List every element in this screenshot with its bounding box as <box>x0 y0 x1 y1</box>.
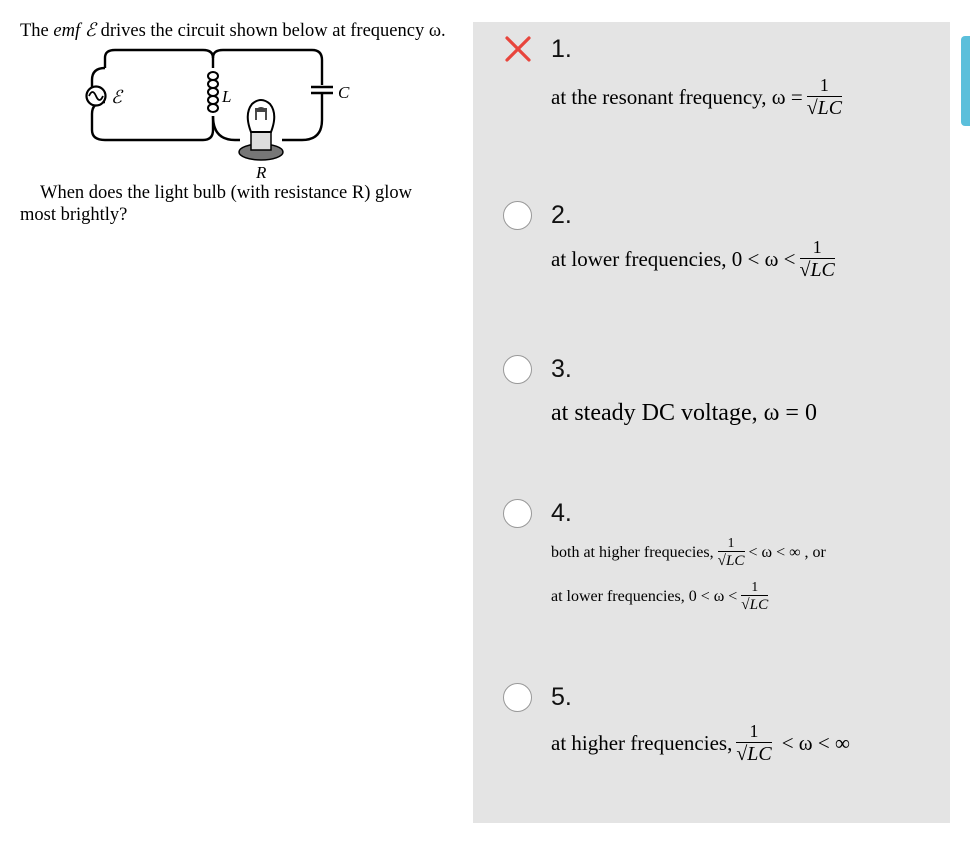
question-panel <box>20 20 450 226</box>
option-4-denominator-1: √LC <box>717 551 745 569</box>
option-5-radio[interactable] <box>503 683 532 712</box>
option-3-number: 3. <box>551 355 572 383</box>
option-5-numerator: 1 <box>749 721 759 741</box>
light-bulb-icon <box>239 100 283 160</box>
answer-options-panel <box>473 22 950 823</box>
label-inductor: L <box>222 87 232 106</box>
option-5-text <box>551 722 850 766</box>
option-2-number: 2. <box>551 201 572 229</box>
option-4-radio[interactable] <box>503 499 532 528</box>
option-4-denominator-2: √LC <box>741 595 769 613</box>
option-3-radio[interactable] <box>503 355 532 384</box>
circuit-diagram <box>20 50 350 182</box>
option-4-fraction-2 <box>741 580 768 613</box>
option-5-fraction <box>736 722 771 766</box>
option-2-denominator: √LC <box>799 258 835 281</box>
option-1-label: at the resonant frequency, ω = <box>551 85 803 110</box>
option-4-numerator-2: 1 <box>751 579 759 594</box>
intro-emf-symbol: ℰ <box>84 21 96 41</box>
option-3-text: at steady DC voltage, ω = 0 <box>551 400 817 426</box>
label-source: ℰ <box>111 87 122 107</box>
option-4-line-1-label: both at higher frequecies, <box>551 543 714 561</box>
intro-post: drives the circuit shown below at frequency ω. <box>95 21 446 41</box>
option-1-status <box>503 32 533 66</box>
side-panel-tab[interactable] <box>961 36 970 126</box>
option-5-label: at higher frequencies, <box>551 731 733 756</box>
option-2-numerator: 1 <box>812 237 822 257</box>
option-2-text <box>551 238 839 282</box>
option-2-label: at lower frequencies, 0 < ω < <box>551 247 796 272</box>
option-5-after: < ω < ∞ <box>781 731 850 756</box>
option-4-line-2 <box>551 580 772 613</box>
option-4-line-1-after: < ω < ∞ , or <box>748 543 826 561</box>
question-prompt: When does the light bulb (with resistance R) glow most brightly? <box>20 183 412 225</box>
intro-emf-word: emf <box>53 21 81 41</box>
option-1-fraction <box>807 76 842 120</box>
option-4-line-2-label: at lower frequencies, 0 < ω < <box>551 587 738 605</box>
option-5-number: 5. <box>551 683 572 711</box>
incorrect-x-icon <box>503 34 533 64</box>
option-1-number: 1. <box>551 35 572 63</box>
option-5-denominator: √LC <box>736 742 772 765</box>
option-4-fraction-1 <box>718 536 745 569</box>
option-4-line-1 <box>551 536 826 569</box>
capacitor-icon <box>311 87 333 93</box>
label-resistor: R <box>256 163 267 182</box>
option-2-fraction <box>800 238 835 282</box>
option-1-numerator: 1 <box>819 75 829 95</box>
intro-pre: The <box>20 21 54 41</box>
option-2-radio[interactable] <box>503 201 532 230</box>
question-intro <box>20 20 450 42</box>
label-capacitor: C <box>338 83 350 102</box>
option-4-numerator-1: 1 <box>727 535 735 550</box>
option-4-number: 4. <box>551 499 572 527</box>
option-1-denominator: √LC <box>806 96 843 119</box>
inductor-icon <box>208 72 218 112</box>
option-1-text <box>551 76 846 120</box>
